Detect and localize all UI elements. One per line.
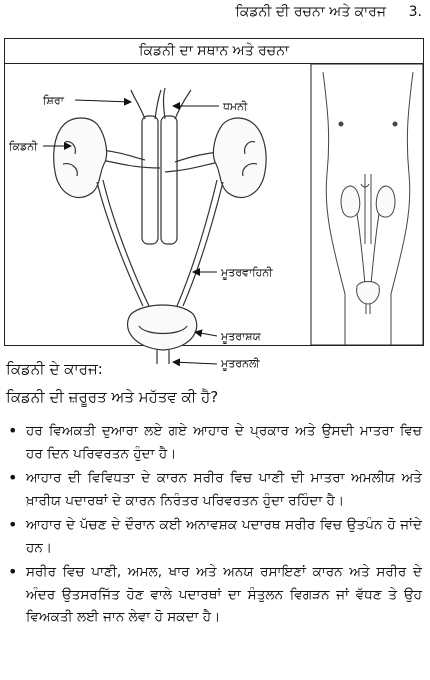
figure-caption: ਕਿਡਨੀ ਦਾ ਸਥਾਨ ਅਤੇ ਰਚਨਾ — [5, 39, 423, 64]
question-heading: ਕਿਡਨੀ ਦੀ ਜ਼ਰੂਰਤ ਅਤੇ ਮਹੱਤਵ ਕੀ ਹੈ? — [6, 388, 219, 406]
left-kidney — [54, 118, 107, 198]
page-number: 3. — [408, 4, 422, 20]
label-kidney: ਕਿਡਨੀ — [9, 140, 38, 153]
aorta — [161, 116, 177, 244]
inset-bladder — [357, 282, 380, 305]
urethra-arrow — [173, 362, 217, 364]
running-title: ਕਿਡਨੀ ਦੀ ਰਚਨਾ ਅਤੇ ਕਾਰਜ — [235, 4, 386, 20]
label-ureter: ਮੂਤਰਵਾਹਿਨੀ — [221, 266, 273, 279]
list-item: • ਸਰੀਰ ਵਿਚ ਪਾਣੀ, ਅਮਲ, ਖਾਰ ਅਤੇ ਅਨਯ ਰਸਾਇਣਾਂ ਕਾਰਨ ਅਤੇ ਸਰੀਰ ਦੇ ਅੰਦਰ ਉਤਸਰਜਿੱਤ ਹੋਣ ਵਾਲੇ ਪਦਾਰਥਾਂ ਦਾ ਸੰਤੁਲਨ ਵਿਗੜਨ ਜਾਂ ਵੱਧਣ ਤੇ ਉਹ ਵਿਅਕਤੀ ਲਈ ਜਾਨ ਲੇਵਾ ਹੋ ਸਕਦਾ ਹੈ। — [6, 561, 422, 629]
label-artery: ਧਮਨੀ — [223, 100, 248, 113]
body-inset — [311, 64, 423, 345]
label-vein: ਸ਼ਿਰਾ — [43, 94, 64, 107]
bladder-arrow — [195, 332, 217, 336]
bullet-list — [6, 420, 422, 631]
list-item: • ਆਹਾਰ ਦੀ ਵਿਵਿਧਤਾ ਦੇ ਕਾਰਨ ਸਰੀਰ ਵਿਚ ਪਾਣੀ ਦੀ ਮਾਤਰਾ ਅਮਲੀਯ ਅਤੇ ਖ਼ਾਰੀਯ ਪਦਾਰਥਾਂ ਦੇ ਕਾਰਨ ਨਿਰੰਤਰ ਪਰਿਵਰਤਨ ਹੁੰਦਾ ਰਹਿੰਦਾ ਹੈ। — [6, 467, 422, 512]
section-heading: ਕਿਡਨੀ ਦੇ ਕਾਰਜ: — [6, 360, 103, 378]
vena-cava — [142, 116, 158, 244]
right-ureter — [183, 182, 223, 306]
list-item: • ਆਹਾਰ ਦੇ ਪੱਚਣ ਦੇ ਦੌਰਾਨ ਕਈ ਅਨਾਵਸ਼ਕ ਪਦਾਰਥ ਸਰੀਰ ਵਿਚ ਉਤਪੰਨ ਹੋ ਜਾਂਦੇ ਹਨ। — [6, 514, 422, 559]
vein-arrow — [75, 100, 131, 102]
label-bladder: ਮੂਤਰਾਸ਼ਯ — [221, 330, 261, 343]
label-urethra: ਮੂਤਰਨਲੀ — [221, 357, 260, 370]
left-ureter — [97, 182, 143, 306]
urethra — [157, 350, 169, 364]
urinary-system-drawing — [54, 88, 266, 364]
inset-right-kidney — [376, 186, 395, 217]
inset-left-kidney — [341, 186, 360, 217]
running-header — [0, 2, 430, 24]
list-item: • ਹਰ ਵਿਅਕਤੀ ਦੁਆਰਾ ਲਏ ਗਏ ਆਹਾਰ ਦੇ ਪ੍ਰਕਾਰ ਅਤੇ ਉਸਦੀ ਮਾਤਰਾ ਵਿਚ ਹਰ ਦਿਨ ਪਰਿਵਰਤਨ ਹੁੰਦਾ ਹੈ। — [6, 420, 422, 465]
right-kidney — [213, 118, 266, 198]
